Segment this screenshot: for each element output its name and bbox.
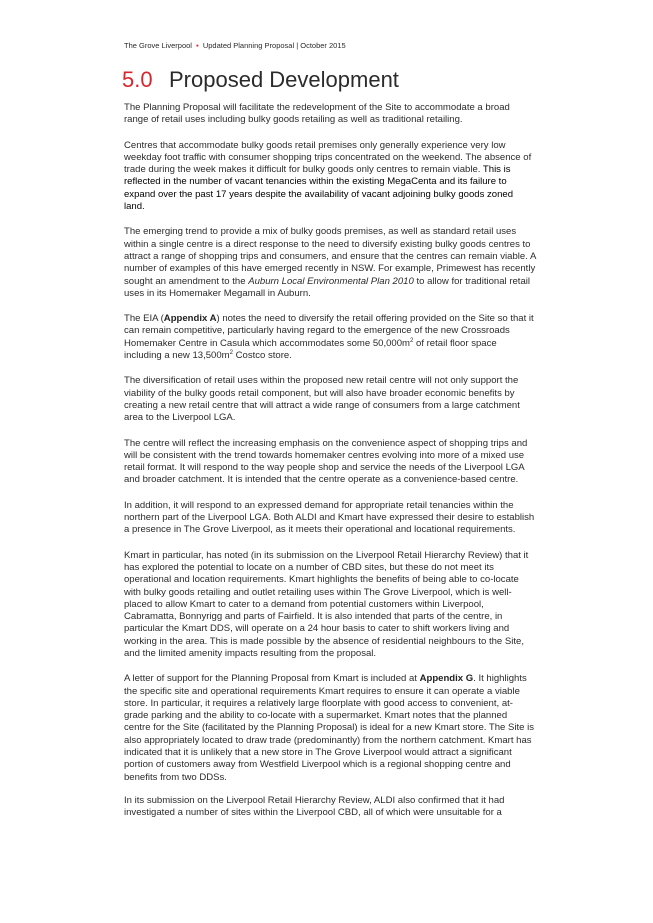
superscript-squared: 2 (410, 337, 414, 344)
paragraph-4-text: The EIA ( (124, 313, 164, 325)
paragraph-4-mid: ) notes the need to diversify the retail offering provided on the Site so that it can remain competitive, particularly having regard to the emergence of the new Crossroads Homemaker Centre in Casula which accommodates some 50,000m (124, 313, 534, 349)
paragraph-8: Kmart in particular, has noted (in its submission on the Liverpool Retail Hierarchy Review) that it has explored the potential to locate on a number of CBD sites, but these do not meet its operational and location requirements. Kmart highlights the benefits of being able to co-locate with bulky goods retailing and outlet retailing uses within The Grove Liverpool, which is well-placed to allow Kmart to cater to a demand from potential customers within Liverpool, Cabramatta, Bonnyrigg and parts of Fairfield. It is also intended that parts of the centre, in particular the Kmart DDS, will operate on a 24 hour basis to cater to shift workers living and working in the area. This is made possible by the absence of residential neighbours to the Site, and the limited amenity impacts resulting from the proposal. (124, 549, 529, 659)
paragraph-9 (124, 673, 536, 784)
paragraph-3-text: The emerging trend to provide a mix of bulky goods premises, as well as standard retail uses within a single centre is a direct response to the need to diversify existing bulky goods centres to attract a range of shopping trips and consumers, and ensure that the centres can remain viable. A number of examples of this have emerged recently in NSW. For example, Primewest has recently sought an amendment to the (124, 226, 536, 287)
paragraph-4 (124, 313, 536, 362)
section-number: 5.0 (122, 67, 153, 92)
header-subtitle: Updated Planning Proposal | October 2015 (202, 41, 346, 50)
paragraph-9-end: . It highlights the specific site and operational requirements Kmart requires to ensure it can operate a viable store. In particular, it requires a relatively large floorplate with good access to convenient, at-grade parking and the ability to co-locate with a supermarket. Kmart notes that the planned centre for the Site (facilitated by the Planning Proposal) is ideal for a new Kmart store. The Site is also appropriately located to draw trade (predominantly) from the northern catchment. Kmart has indicated that it is unlikely that a new store in The Grove Liverpool would attract a significant portion of customers away from Westfield Liverpool which is a regional shopping centre and benefits from two DDSs. (124, 673, 535, 783)
paragraph-2-emphasis: This is reflected in the number of vacant tenancies within the existing MegaCenta and its failure to expand over the past 17 years despite the availability of vacant adjoining bulky goods zoned land. (124, 164, 514, 213)
superscript-squared: 2 (229, 349, 233, 356)
section-title: Proposed Development (169, 67, 399, 92)
paragraph-4-end: Costco store. (235, 350, 292, 362)
running-header (124, 41, 346, 50)
paragraph-4-mid2: of retail floor space including a new 13,500m (124, 337, 497, 362)
paragraph-1: The Planning Proposal will facilitate the redevelopment of the Site to accommodate a broad range of retail uses including bulky goods retailing as well as traditional retailing. (124, 102, 510, 126)
appendix-g-reference: Appendix G (419, 673, 474, 685)
paragraph-6: The centre will reflect the increasing emphasis on the convenience aspect of shopping trips and will be consistent with the trend towards homemaker centres evolving into more of a mixed use retail format. It will respond to the way people shop and service the needs of the Liverpool LGA and broader catchment. It is intended that the centre operate as a convenience-based centre. (124, 437, 528, 486)
paragraph-2 (124, 140, 536, 214)
body-text (124, 102, 536, 833)
paragraph-2-text: Centres that accommodate bulky goods retail premises only generally experience very low weekday foot traffic with consumer shopping trips concentrated on the weekend. The absence of trade during the week makes it difficult for bulky goods only centres to remain viable. (124, 139, 532, 176)
header-doc-title: The Grove Liverpool (124, 41, 192, 50)
appendix-a-reference: Appendix A (163, 313, 217, 325)
lep-citation: Auburn Local Environmental Plan 2010 (248, 275, 414, 287)
paragraph-3 (124, 226, 536, 300)
paragraph-7: In addition, it will respond to an expressed demand for appropriate retail tenancies within the northern part of the Liverpool LGA. Both ALDI and Kmart have expressed their desire to establish a presence in The Grove Liverpool, as it meets their operational and locational requirements. (124, 499, 535, 536)
paragraph-3-end: to allow for traditional retail uses in its Homemaker Megamall in Auburn. (124, 275, 531, 299)
paragraph-9-text: A letter of support for the Planning Proposal from Kmart is included at (124, 673, 417, 685)
paragraph-10: In its submission on the Liverpool Retail Hierarchy Review, ALDI also confirmed that it had investigated a number of sites within the Liverpool CBD, all of which were unsuitable for a (124, 794, 505, 819)
header-separator: ▪ (196, 41, 199, 50)
section-heading (122, 66, 399, 94)
paragraph-5: The diversification of retail uses within the proposed new retail centre will not only support the viability of the bulky goods retail component, but will also have broader economic benefits by creating a new retail centre that will attract a wide range of consumers from a large catchment area to the Liverpool LGA. (124, 375, 520, 424)
